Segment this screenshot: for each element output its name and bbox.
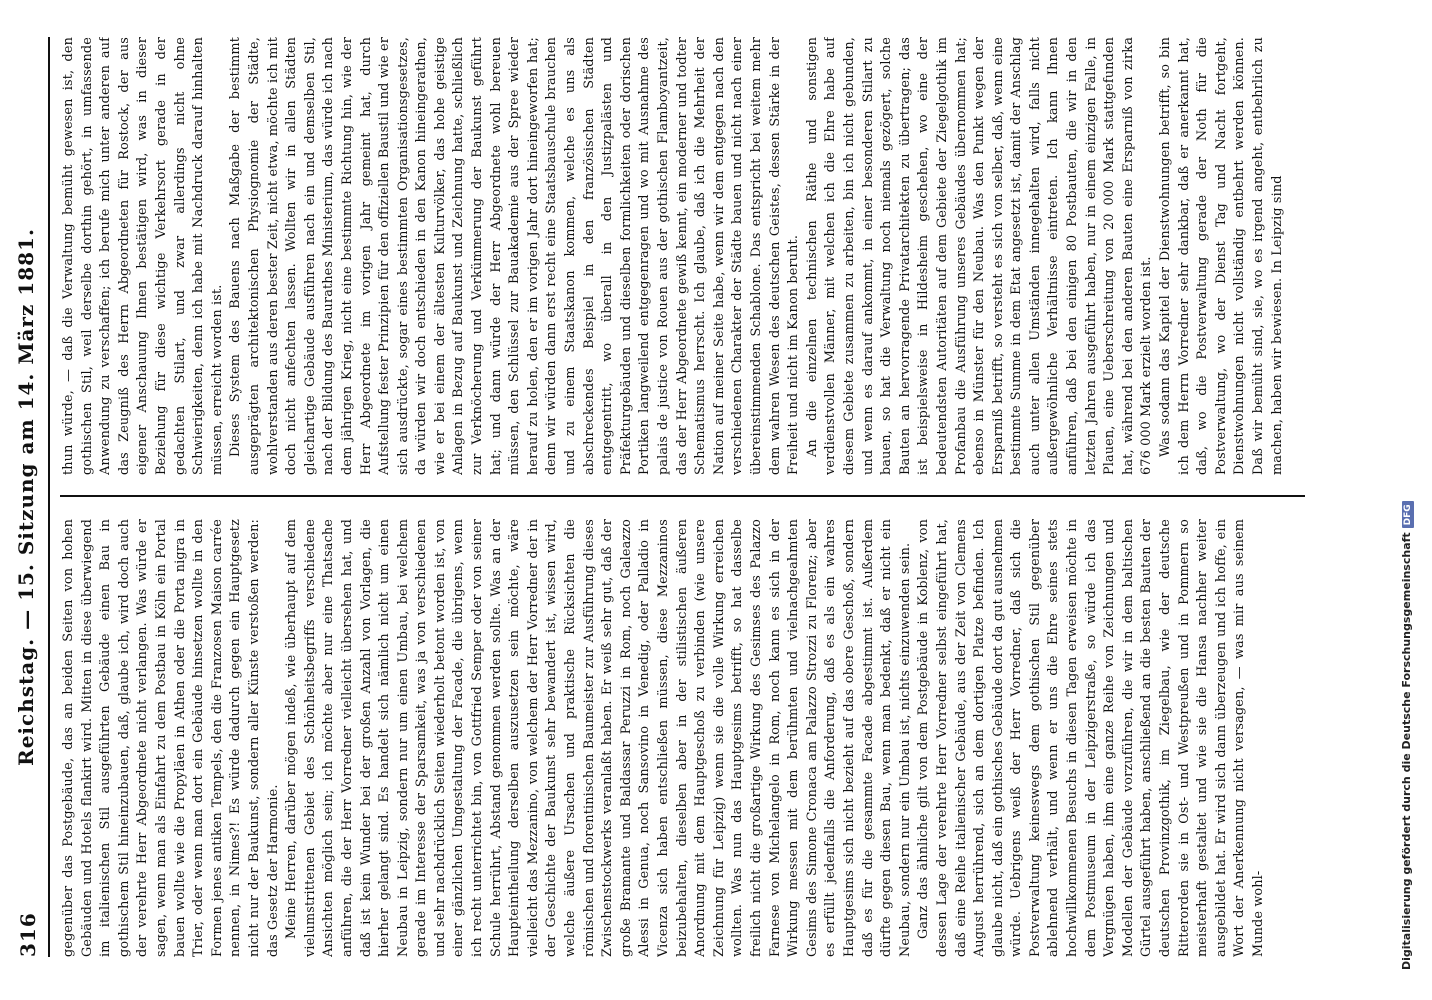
paragraph: An die einzelnen technischen Räthe und sonstigen verdienstvollen Männer, mit welchen ich die Ehre habe auf diesem Gebiete zusammen zu arbeiten, bin ich nicht gebunden, und wenn es darauf ankommt, in einer besonderen Stilart zu bauen, so hat die Verwaltung noch niemals gezögert, solche Bauten an hervorragende Privatarchitekten zu übertragen; das ist beispielsweise in Hildesheim geschehen, wo eine der bedeutendsten Autoritäten auf dem Gebiete der Ziegelgothik im Profanbau die Ausführung unseres Gebäudes übernommen hat; ebenso in Münster für den Neubau. Was den Punkt wegen der Ersparniß betrifft, so versteht es sich von selber, daß, wenn eine bestimmte Summe in dem Etat angesetzt ist, damit der Anschlag auch unter allen Umständen innegehalten wird, falls nicht außergewöhnliche Verhältnisse eintreten. Ich kann Ihnen anführen, daß bei den einigen 80 Postbauten, die wir in den letzten Jahren ausgeführt haben, nur in einem einzigen Falle, in Plauen, eine Ueberschreitung von 20 000 Mark stattgefunden hat, während bei den anderen Bauten eine Ersparniß von zirka 676 000 Mark erzielt worden ist. [804,37,1155,475]
paragraph: thun würde, — daß die Verwaltung bemüht gewesen ist, den gothischen Stil, weil derselbe dorthin gehört, in umfassende Anwendung zu verschaffen; ich berufe mich unter anderen auf das Zeugniß des Herrn Abgeordneten für Rostock, der aus eigener Anschauung Ihnen bestätigen wird, was in dieser Beziehung für diese wichtige Verkehrsort gerade in der gedachten Stilart, und zwar allerdings nicht ohne Schwierigkeiten, denn ich habe mit Nachdruck darauf hinhalten müssen, erreicht worden ist. [61,37,225,475]
paragraph: Was sodann das Kapitel der Dienstwohnungen betrifft, so bin ich dem Herrn Vorredner sehr dankbar, daß er anerkannt hat, daß, wo die Postverwaltung gerade der Noth für die Postverwaltung, wo der Dienst Tag und Nacht fortgeht, Dienstwohnungen nicht vollständig entbehrt werden können. Daß wir bemüht sind, sie, wo es irgend angeht, entbehrlich zu machen, haben wir bewiesen. In Leipzig sind [1158,37,1285,475]
page-header [8,37,52,957]
page-number: 316 [16,912,40,957]
paragraph: gegenüber das Postgebäude, das an beiden Seiten von hohen Gebäuden und Hotels flankirt wird. Mitten in diese überwiegend im italienischen Stil ausgeführten Gebäude einen Bau in gothischem Stil hineinzubauen, daß, glaube ich, wird doch auch der verehrte Herr Abgeordnete nicht verlangen. Was würde er sagen, wenn man als Einfahrt zu dem Postbau in Köln ein Portal bauen wollte wie die Propyläen in Athen oder die Porta nigra in Trier, oder wenn man dort ein Gebäude hinsetzen wollte in den Formen jenes antiken Tempels, den die Franzosen Maison carrée nennen, in Nimes?! Es würde dadurch gegen ein Hauptgesetz nicht nur der Baukunst, sondern aller Künste verstoßen werden: das Gesetz der Harmonie. [61,519,281,957]
right-column [60,37,1310,475]
paragraph: Dieses System des Bauens nach Maßgabe der bestimmt ausgeprägten architektonischen Physiognomie der Städte, wohlverstanden aus deren bester Zeit, nicht etwa, möchte ich mit doch nicht anfechten lassen. Wollten wir in allen Städten gleichartige Gebäude ausführen nach ein und demselben Stil, nach der Bildung des Baurathes Ministerium, das würde ich nach dem jährigen Krieg, nicht eine bestimmte Richtung hin, wie der Herr Abgeordnete im vorigen Jahr gemeint hat, durch Aufstellung fester Prinzipien für den offiziellen Baustil und wie er sich ausdrückte, sogar eines bestimmten Organisationsgesetzes, da würden wir doch entschieden in den Kanon hineingerathen, wie er bei einem der ältesten Kulturvölker, das hohe geistige Anlagen in Bezug auf Baukunst und Zeichnung hatte, schließlich zur Verknöcherung und Verkümmerung der Baukunst geführt hat; und dann würde der Herr Abgeordnete wohl bereuen müssen, den Schlüssel zur Bauakademie aus der Spree wieder herauf zu holen, den er im vorigen Jahr dort hineingeworfen hat; denn wir würden dann erst recht eine Staatsbauschule brauchen und zu einem Staatskanon kommen, welche es uns als abschreckendes Beispiel in den französischen Städten entgegentritt, wo überall in den Justizpalästen und Präfekturgebäuden und dieselben formlichkeiten oder dorischen Portiken langweilend entgegenragen und wo mit Ausnahme des palais de justice von Rouen aus der gothischen Flamboyantzeit, das der Herr Abgeordnete gewiß kennt, ein moderner und todter Schematismus herrscht. Ich glaube, daß ich die Mehrheit der Nation auf meiner Seite habe, wenn wir dem entgegen nach den verschiedenen Charakter der Städte bauen und nicht nach einer übereinstimmenden Schablone. Das entspricht bei weitem mehr dem wahren Wesen des deutschen Geistes, dessen Stärke in der Freiheit und nicht im Kanon beruht. [228,37,802,475]
dfg-logo: DFG [1402,501,1414,528]
column-divider [60,495,1305,497]
credit-text: Digitalisierung gefördert durch die Deutsche Forschungsgemeinschaft [1400,532,1413,970]
digitization-credit [1398,40,1418,970]
left-column [60,519,1310,957]
paragraph: Meine Herren, darüber mögen indeß, wie überhaupt auf dem vielumstrittenen Gebiet des Schönheitsbegriffs verschiedene Ansichten möglich sein; ich möchte aber nur eine Thatsache anführen, die der Herr Vorredner vielleicht übersehen hat, und daß ist kein Wunder bei der großen Anzahl von Vorlagen, die hierher gelangt sind. Es handelt sich nämlich nicht um einen Neubau in Leipzig, sondern nur um einen Umbau, bei welchem gerade im Interesse der Sparsamkeit, was ja von verschiedenen und sehr nachdrücklich Seiten wiederholt betont worden ist, von einer gänzlichen Umgestaltung der Facade, die übrigens, wenn ich recht unterrichtet bin, von Gottfried Semper oder von seiner Schule herrührt, Abstand genommen werden sollte. Was an der Haupteintheilung derselben auszusetzen sein möchte, wäre vielleicht das Mezzanino, von welchem der Herr Vorredner der in der Geschichte der Baukunst sehr bewandert ist, wissen wird, welche äußere Ursachen und praktische Rücksichten die römischen und florentinischen Baumeister zur Ausführung dieses Zwischenstockwerks veranlaßt haben. Er weiß sehr gut, daß der große Bramante und Baldassar Peruzzi in Rom, noch Galeazzo Alessi in Genua, noch Sansovino in Venedig, oder Palladio in Vicenza sich haben entschließen müssen, diese Mezzaninos beizubehalten, dieselben aber in der stilistischen äußeren Anordnung mit dem Hauptgeschoß zu verbinden (wie unsere Zeichnung für Leipzig) wenn sie die volle Wirkung erreichen wollten. Was nun das Hauptgesims betrifft, so hat dasselbe freilich nicht die großartige Wirkung des Gesimses des Palazzo Farnese von Michelangelo in Rom, noch kann es sich in der Wirkung messen mit dem berühmten und vielnachgeahmten Gesims des Simone Cronaca am Palazzo Strozzi zu Florenz; aber es erfüllt jedenfalls die Anforderung, daß es als ein wahres Hauptgesims sich nicht bezieht auf das obere Geschoß, sondern daß es für die gesammte Facade abgestimmt ist. Außerdem dürfte gegen diesen Bau, wenn man bedenkt, daß er nicht ein Neubau, sondern nur ein Umbau ist, nichts einzuwenden sein. [284,519,913,957]
paragraph: Ganz das ähnliche gilt von dem Postgebäude in Koblenz, von dessen Lage der verehrte Herr Vorredner selbst eingeführt hat, daß eine Reihe italienischer Gebäude, aus der Zeit von Clemens August herrührend, sich an dem dortigen Platze befinden. Ich glaube nicht, daß ein gothisches Gebäude dort da gut ausnehmen würde. Uebrigens weiß der Herr Vorredner, daß sich die Postverwaltung keineswegs dem gothischen Stil gegenüber ablehnend verhält, und wenn er uns die Ehre seines stets hochwillkommenen Besuchs in diesen Tagen erweisen möchte in dem Postmuseum in der Leipzigerstraße, so würde ich das Vergnügen haben, ihm eine ganze Reihe von Zeichnungen und Modellen der Gebäude vorzuführen, die wir in dem baltischen Gürtel ausgeführt haben, anschließend an die besten Bauten der deutschen Provinzgothik, im Ziegelbau, wie der deutsche Ritterorden sie in Ost- und Westpreußen und in Pommern so meisterhaft gestaltet und wie sie die Hansa nachher weiter ausgebildet hat. Er wird sich dann überzeugen und ich hoffe, ein Wort der Anerkennung nicht versagen, — was mir aus seinem Munde wohl- [916,519,1266,957]
header-rule [48,37,50,957]
page-title: Reichstag. — 15. Sitzung am 14. März 1881. [14,228,38,766]
rotated-page-body [8,25,1328,975]
